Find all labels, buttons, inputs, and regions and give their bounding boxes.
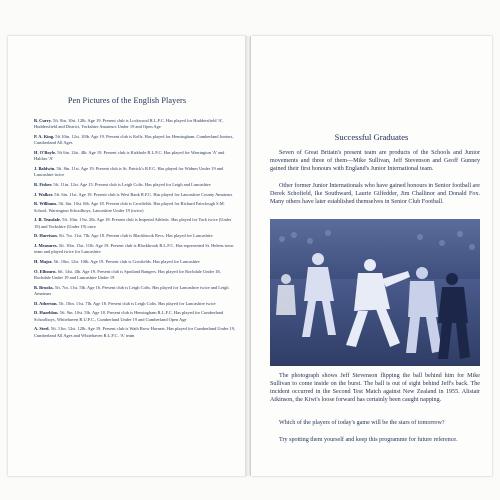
player-name: B. Curry. bbox=[34, 118, 52, 123]
player-entry bbox=[34, 233, 238, 239]
paragraph-photo-caption: The photograph shows Jeff Stevenson flipping the ball behind him for Mike Sullivan to come inside on the burst. The ball is out of sight behind Jeff's back. The incident occurred in the Second Test Match against New Zealand in 1955. Alistair Atkinson, the Kiwi's loose forward has certainly been caught napping. bbox=[270, 373, 480, 404]
player-details: 5ft. 10in. 15st. 2lb. Age 18. Present club is Imperial Athletic. Has played for York twice (Under 19) and Yorkshire (Under 19) once bbox=[34, 217, 232, 229]
player-details: 5ft. 11in. 12st. 12lb. Age 19. Present club is Wath Brow Hornets. Has played for Cumberland Under 19, Cumberland All Ages and Whitehaven R.L.F.C. 'A' team bbox=[34, 326, 236, 338]
player-details: 5ft. 7in. 11st. 5lb. Age 16. Present club is Leigh Colts. Has played for Lancashire twice and Leigh Amateurs bbox=[34, 284, 229, 296]
player-entry bbox=[34, 326, 238, 339]
player-name: O. Elbourn. bbox=[34, 268, 57, 274]
player-details: 5ft. 10in. 11st. 7lb. Age 18. Present club is Leigh Colts. Has played for Lancashire twice bbox=[58, 300, 216, 306]
page-heading-successful-graduates: Successful Graduates bbox=[334, 132, 409, 142]
right-page bbox=[251, 36, 492, 476]
player-name: R. Fisher. bbox=[34, 181, 53, 187]
player-details: 6ft. 14st. 4lb. Age 19. Present club is Spotland Rangers. Has played for Rochdale Under 18, Rochdale Under 19 and Lancashire Under 19 bbox=[34, 268, 221, 280]
player-entry bbox=[34, 301, 238, 307]
player-name: A. Steel. bbox=[34, 326, 50, 332]
player-entry bbox=[34, 310, 238, 323]
player-name: D. Atherton. bbox=[34, 300, 58, 306]
player-name: H. Major. bbox=[34, 258, 53, 264]
player-name: J. B. Teasdale. bbox=[34, 217, 62, 223]
player-details: 5ft. 8in. 10st. 12lb. Age 19. Present club is Lockwood R.L.F.C. Has played for Huddersfield 'A', Huddersfield and District, Yorkshire Amateurs Under 19 and Open Age bbox=[34, 118, 224, 130]
player-entry bbox=[34, 150, 238, 163]
match-photograph-image bbox=[270, 219, 480, 366]
player-entry bbox=[34, 118, 238, 131]
player-name: P. A. King. bbox=[34, 133, 55, 139]
player-entry bbox=[34, 217, 238, 230]
player-name: B. Brooks. bbox=[34, 284, 54, 290]
player-details: 5ft. 6in. 11st. Age 19. Present club is West Bank R.F.C. Has played for Lancashire County Amateurs bbox=[54, 191, 233, 197]
player-details: 5ft. 11in. 12st. Age 15. Present club is Leigh Colts. Has played for Leigh and Lancashire bbox=[53, 181, 211, 187]
player-entry bbox=[34, 166, 238, 179]
paragraph-keep-programme: Try spotting them yourself and keep this programme for future reference. bbox=[279, 437, 458, 443]
player-name: R. Williams. bbox=[34, 201, 58, 207]
player-entry bbox=[34, 201, 238, 214]
player-entry bbox=[34, 192, 238, 198]
player-details: 5ft 6in. 12st. 4lb. Age 19. Present club is Kirkhole R.L.F.C. Has played for Warrington 'A' and Halifax 'A' bbox=[34, 149, 225, 162]
player-name: J. Measures. bbox=[34, 242, 58, 248]
paragraph-question: Which of the players of today's game will be the stars of tomorrow? bbox=[279, 420, 445, 426]
player-name: H. O'Boyle. bbox=[34, 149, 57, 155]
player-entry bbox=[34, 134, 238, 147]
player-details: 5ft. 6in. 10st. 6lb. Age 18. Present club is Crosfields. Has played for Richard Fairclough S.M. School, Warrington Schoolboys, Lancashire Under 19 (twice) bbox=[34, 201, 225, 213]
player-name: J. Walker. bbox=[34, 191, 54, 197]
player-details: 5ft. 9in. 10st. 5lb. Age 18. Present club is Hensingham R.L.F.C. Has played for Cumberland Schoolboys, Whitehaven R.U.F.C., Cumberland Under 19 and Cumberland Open Age bbox=[34, 310, 224, 322]
player-name: D. Hazeldon. bbox=[34, 310, 59, 316]
player-list bbox=[34, 118, 238, 342]
player-entry bbox=[34, 243, 238, 256]
paragraph-intro: Seven of Great Britain's present team are products of the Schools and Junior movements and three of them—Mike Sullivan, Jeff Stevenson and Geoff Gunney gained their first honours with England's Junior International team. bbox=[270, 150, 480, 173]
player-details: 5ft. 7in. 11st. 7lb. Age 18. Present club is Blackbrook Recs. Has played for Lancashire bbox=[58, 233, 213, 239]
player-details: 5ft. 10in. 13st. 11lb. Age 19. Present club is Blackbrook R.L.F.C. Has represented St. Helens town team and played twice for Lancashire bbox=[34, 242, 234, 255]
player-entry bbox=[34, 182, 238, 188]
player-entry bbox=[34, 285, 238, 298]
player-details: 5ft. 10in. 12st. 10lb. Age 19. Present club is Crosfields. Has played for Lancashire bbox=[53, 258, 200, 264]
player-details: 5ft 10in. 12st. 10lb. Age 19. Present club is Kells. Has played for Hensingham, Cumberland Juniors, Cumberland All Ages bbox=[34, 133, 234, 146]
left-page bbox=[8, 36, 246, 476]
player-entry bbox=[34, 269, 238, 282]
player-name: D. Harrison. bbox=[34, 233, 58, 239]
page-heading-pen-pictures: Pen Pictures of the English Players bbox=[67, 96, 187, 105]
player-details: 5ft. 8in. 11st. Age 19. Present club is St. Patrick's R.F.C. Has played for Widnes Under 19 and Lancashire twice bbox=[34, 165, 224, 178]
match-photograph bbox=[270, 219, 480, 366]
player-name: J. Baldwin. bbox=[34, 165, 56, 171]
player-entry bbox=[34, 259, 238, 265]
paragraph-former-internationals: Other former Junior Internationals who have gained honours in Senior football are Derek Schofield, Ike Southward, Laurie Gilfedder, Jim Challinor and Donald Fox. Many others have later established themselves in Senior Club Football. bbox=[270, 183, 480, 206]
